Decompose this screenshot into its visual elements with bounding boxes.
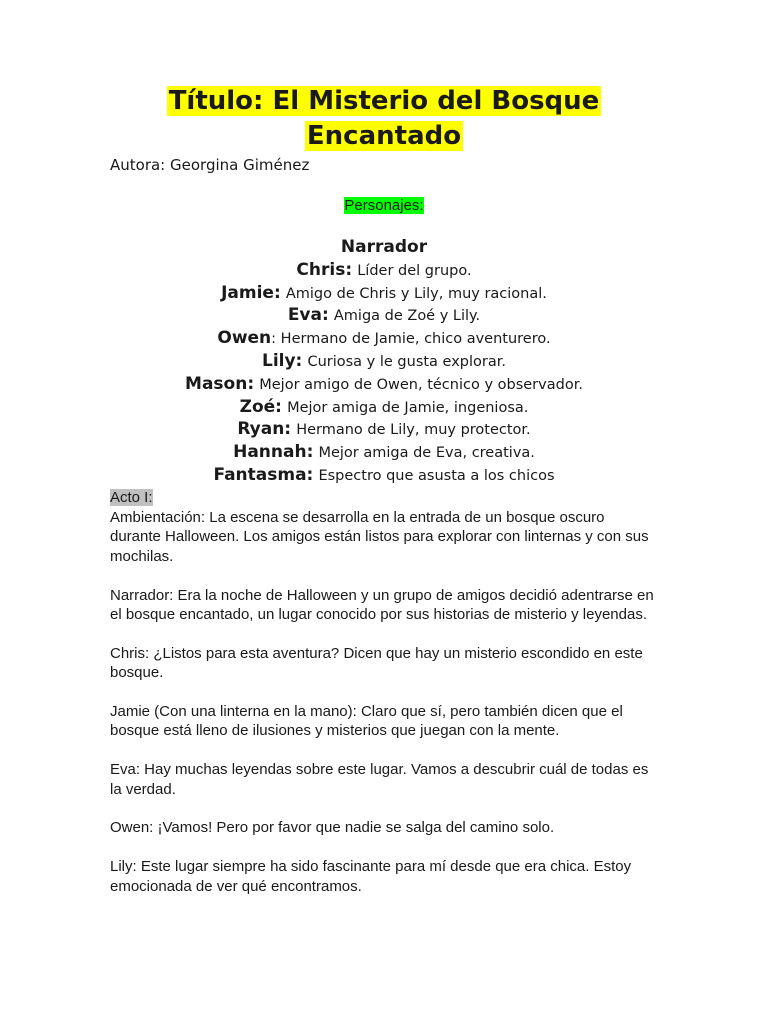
author-line: Autora: Georgina Giménez [110,156,310,174]
character-description: Curiosa y le gusta explorar. [307,353,506,370]
character-description: Amiga de Zoé y Lily. [333,308,481,325]
document-title [0,84,768,154]
character-description: Mejor amiga de Eva, creativa. [318,445,535,462]
characters-heading [0,197,768,215]
character-description: Líder del grupo. [357,262,472,279]
character-name: Owen [217,328,272,349]
title-line-2: Encantado [306,121,462,151]
script-paragraph: Owen: ¡Vamos! Pero por favor que nadie se salga del camino solo. [110,819,555,837]
character-row [0,464,768,487]
character-name: Mason: [185,373,255,394]
character-name: Narrador [340,237,428,257]
character-row [0,327,768,350]
script-paragraph: Eva: Hay muchas leyendas sobre este lugar. Vamos a descubrir cuál de todas es la verdad. [110,761,649,798]
character-row [0,236,768,259]
character-name: Chris: [296,259,353,280]
character-description: Amigo de Chris y Lily, muy racional. [285,285,547,302]
script-body [110,508,658,915]
title-line-1: Título: El Misterio del Bosque [168,86,600,116]
script-paragraph: Ambientación: La escena se desarrolla en la entrada de un bosque oscuro durante Halloween. Los amigos están listos para explorar con linternas y con sus mochilas. [110,509,649,565]
character-name: Hannah: [233,442,314,463]
character-row [0,304,768,327]
act-label [110,489,153,507]
script-paragraph: Narrador: Era la noche de Halloween y un grupo de amigos decidió adentrarse en el bosque encantado, un lugar conocido por sus historias de misterio y leyendas. [110,586,654,624]
act-label-text: Acto I: [110,489,153,506]
script-paragraph: Jamie (Con una linterna en la mano): Claro que sí, pero también dicen que el bosque está lleno de ilusiones y misterios que juegan con la mente. [110,703,623,740]
script-paragraph: Chris: ¿Listos para esta aventura? Dicen que hay un misterio escondido en este bosque. [110,644,643,682]
character-row [0,350,768,373]
character-description: Mejor amiga de Jamie, ingeniosa. [287,399,529,416]
character-description: Espectro que asusta a los chicos [318,467,555,484]
character-name: Lily: [261,350,303,371]
characters-heading-text: Personajes: [344,197,424,214]
script-paragraph: Lily: Este lugar siempre ha sido fascinante para mí desde que era chica. Estoy emocionada de ver qué encontramos. [110,858,632,895]
character-row [0,396,768,419]
character-row [0,373,768,396]
character-list [0,236,768,487]
character-row [0,418,768,441]
character-row [0,259,768,282]
character-description: Mejor amigo de Owen, técnico y observador. [259,376,583,393]
character-description: Hermano de Lily, muy protector. [296,422,531,439]
character-name: Eva: [287,305,329,326]
character-name: Jamie: [221,282,281,303]
character-name: Zoé: [239,396,282,417]
character-name: Ryan: [237,419,292,440]
character-name: Fantasma: [213,464,314,485]
character-row [0,441,768,464]
character-description: : Hermano de Jamie, chico aventurero. [271,331,551,348]
character-row [0,282,768,305]
